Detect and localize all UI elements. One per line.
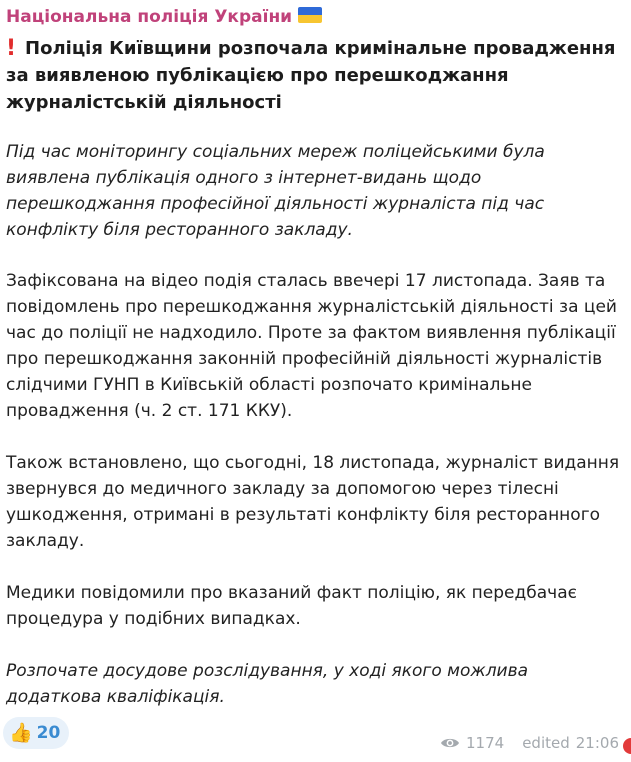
exclamation-icon: !	[6, 36, 17, 61]
headline-text: Поліція Київщини розпочала кримінальне провадження за виявленою публікацією про перешкоджання журналістській діяльності	[6, 38, 616, 113]
post-paragraph-incident: Зафіксована на відео подія сталась ввечері 17 листопада. Заяв та повідомлень про перешкоджання журналістській діяльності за цей час до поліції не надходило. Проте за фактом виявлення публікації про перешкоджання законній професійній діяльності журналістів слідчими ГУНП в Київській області розпочато кримінальне провадження (ч. 2 ст. 171 ККУ).	[6, 271, 617, 421]
view-count: 1174	[466, 734, 505, 752]
ukraine-flag-icon	[298, 7, 322, 23]
post-paragraph-intro: Під час моніторингу соціальних мереж поліцейськими була виявлена публікація одного з інтернет-видань щодо перешкоджання професійної діяльності журналіста під час конфлікту біля ресторанного закладу.	[6, 142, 545, 240]
eye-icon	[440, 736, 460, 750]
post-paragraph-investigation: Розпочате досудове розслідування, у ході якого можлива додаткова кваліфікація.	[6, 661, 529, 707]
message-meta	[440, 734, 619, 752]
post-headline	[6, 35, 621, 116]
message-time: 21:06	[575, 734, 619, 752]
channel-name-link[interactable]	[6, 7, 322, 27]
corner-indicator	[623, 738, 631, 754]
reaction-button[interactable]	[3, 717, 69, 749]
post-paragraph-medical: Також встановлено, що сьогодні, 18 листопада, журналіст видання звернувся до медичного закладу за допомогою через тілесні ушкодження, отримані в результаті конфлікту біля ресторанного закладу.	[6, 453, 620, 551]
edited-label: edited	[522, 734, 570, 752]
thumbs-up-icon: 👍	[9, 721, 33, 744]
reaction-count: 20	[36, 723, 61, 743]
channel-name: Національна поліція України	[6, 7, 293, 27]
post-paragraph-medics: Медики повідомили про вказаний факт поліцію, як передбачає процедура у подібних випадках.	[6, 583, 577, 629]
